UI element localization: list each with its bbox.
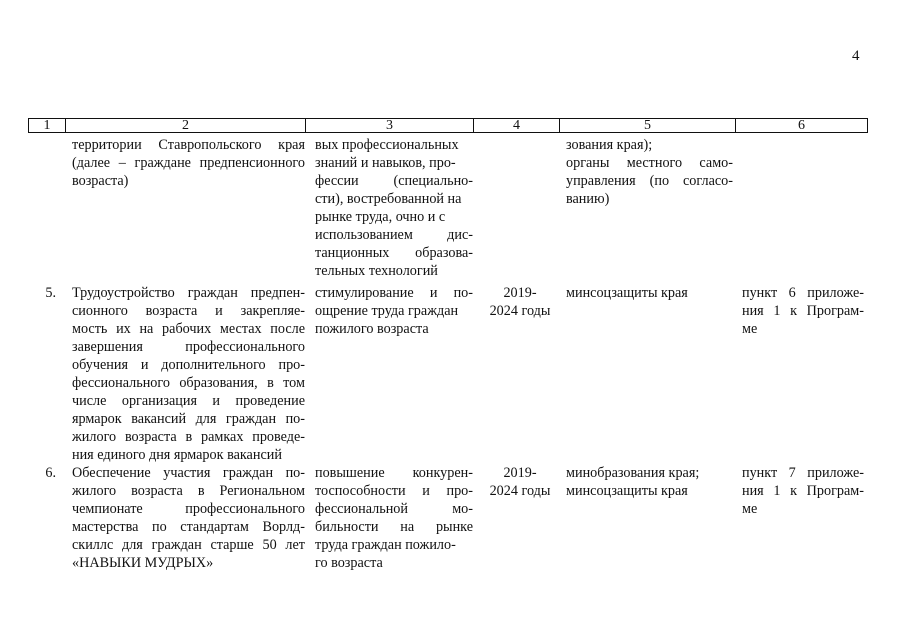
- header-col-4: 4: [474, 119, 560, 132]
- row-5-period: 2019- 2024 годы: [489, 285, 551, 319]
- row-6-period: 2019- 2024 годы: [489, 465, 551, 499]
- header-col-2: 2: [66, 119, 306, 132]
- row-5-executor: минсоцзащиты края: [566, 285, 688, 301]
- row-6-measure: Обеспечение участия граждан по- жилого возраста в Региональном чемпионате профессионального мастерства по стандартам Ворлд- скиллс для граждан старше 50 лет «НАВЫКИ МУДРЫХ»: [72, 465, 305, 571]
- row-6-reference: пункт 7 приложе- ния 1 к Програм- ме: [742, 465, 864, 517]
- row-6-executor: минобразования края; минсоцзащиты края: [566, 465, 700, 499]
- row-6-goal: повышение конкурен- тоспособности и про- фессиональной мо- бильности на рынке труда граждан пожило- го возраста: [315, 465, 473, 571]
- continuation-col-2: территории Ставропольского края (далее – граждане предпенсионного возраста): [72, 137, 305, 189]
- row-5-measure: Трудоустройство граждан предпен- сионного возраста и закрепляе- мость их на рабочих местах после завершения профессионального обучения и дополнительного про- фессионального образования, в том числе организация и проведение ярмарок вакансий для граждан по- жилого возраста в рамках проведе- ния единого дня ярмарок вакансий: [72, 285, 305, 463]
- header-col-3: 3: [306, 119, 474, 132]
- row-number: 5.: [45, 285, 56, 301]
- page-number: 4: [852, 48, 860, 64]
- header-col-6: 6: [798, 118, 805, 133]
- continuation-col-3: вых профессиональных знаний и навыков, про- фессии (специально- сти), востребованной на рынке труда, очно и с использованием дис- танционных образова- тельных технологий: [315, 137, 473, 279]
- continuation-col-5: зования края); органы местного само- управления (по согласо- ванию): [566, 137, 733, 207]
- row-5-goal: стимулирование и по- ощрение труда граждан пожилого возраста: [315, 285, 473, 337]
- row-number: 6.: [45, 465, 56, 481]
- header-col-5: 5: [560, 119, 736, 132]
- row-5-reference: пункт 6 приложе- ния 1 к Програм- ме: [742, 285, 864, 337]
- table-header-row: [28, 118, 868, 133]
- header-col-1: 1: [29, 119, 66, 132]
